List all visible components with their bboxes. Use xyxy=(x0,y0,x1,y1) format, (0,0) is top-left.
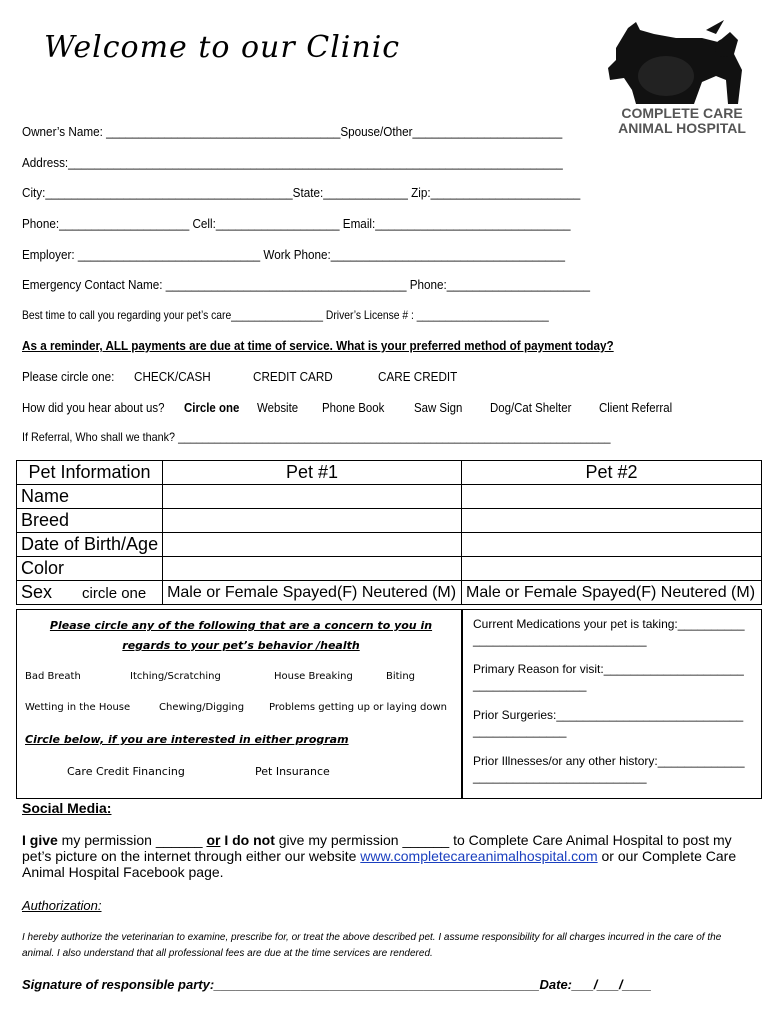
table-row xyxy=(17,485,762,509)
emergency-contact-field[interactable]: Emergency Contact Name: _____________________________________ Phone:______________________ xyxy=(22,277,590,292)
hear-circle-one: Circle one xyxy=(184,400,240,415)
payment-option-check-cash[interactable]: CHECK/CASH xyxy=(134,369,211,384)
employer-field[interactable]: Employer: ____________________________ Work Phone:____________________________________ xyxy=(22,247,566,262)
row-label-dob: Date of Birth/Age xyxy=(17,533,163,557)
hear-option-client-referral[interactable]: Client Referral xyxy=(599,400,673,415)
address-field[interactable]: Address:____________________________________________________________________________ xyxy=(22,155,563,170)
permission-part3: give my permission ______ to Complete Care Animal Hospital to post my pet’s picture on the internet through either our website xyxy=(22,832,732,864)
owner-name-field[interactable]: Owner’s Name: ____________________________________Spouse/Other_______________________ xyxy=(22,124,563,139)
pet1-dob-cell[interactable] xyxy=(163,533,462,557)
row-label-breed: Breed xyxy=(17,509,163,533)
hear-option-phone-book[interactable]: Phone Book xyxy=(322,400,385,415)
payment-option-care-credit[interactable]: CARE CREDIT xyxy=(378,369,458,384)
concern-biting[interactable]: Biting xyxy=(386,671,416,682)
pet2-dob-cell[interactable] xyxy=(462,533,762,557)
pet2-name-cell[interactable] xyxy=(462,485,762,509)
payment-prompt: Please circle one: xyxy=(22,369,115,384)
sex-label: Sex xyxy=(21,582,53,602)
pet1-sex-options[interactable]: Male or Female Spayed(F) Neutered (M) xyxy=(163,581,462,605)
or-label: or xyxy=(206,832,221,848)
i-give-label: I give xyxy=(22,832,58,848)
table-row xyxy=(17,509,762,533)
logo-line2: ANIMAL HOSPITAL xyxy=(618,120,746,136)
pet2-sex-options[interactable]: Male or Female Spayed(F) Neutered (M) xyxy=(462,581,762,605)
prior-illnesses-field[interactable]: Prior Illnesses/or any other history:_______________________________________ xyxy=(473,754,745,784)
pet-information-table xyxy=(16,460,762,605)
permission-part1: my permission ______ xyxy=(57,832,207,848)
city-state-zip-field[interactable]: City:______________________________________State:_____________ Zip:_______________________ xyxy=(22,185,581,200)
concern-wetting[interactable]: Wetting in the House xyxy=(25,702,131,713)
concerns-box xyxy=(16,609,462,799)
pet2-header: Pet #2 xyxy=(462,461,762,485)
hear-option-website[interactable]: Website xyxy=(257,400,299,415)
pet-info-header: Pet Information xyxy=(17,461,163,485)
authorization-text: I hereby authorize the veterinarian to examine, prescribe for, or treat the above described pet. I assume responsibility for all charges incurred in the care of the animal. I also understand that all professional fees are due at the time services are rendered. xyxy=(22,932,722,959)
social-media-heading: Social Media: xyxy=(22,800,112,816)
animals-silhouette-icon xyxy=(606,20,756,108)
payment-reminder: As a reminder, ALL payments are due at time of service. What is your preferred method of payment today? xyxy=(22,338,614,353)
hospital-logo xyxy=(606,20,756,140)
prior-surgeries-field[interactable]: Prior Surgeries:__________________________________________ xyxy=(473,708,744,738)
referral-field[interactable]: If Referral, Who shall we thank? ________________________________________________________________________ xyxy=(22,430,611,444)
concern-house-breaking[interactable]: House Breaking xyxy=(274,671,353,682)
current-medications-field[interactable]: Current Medications your pet is taking:____________________________________ xyxy=(473,617,745,647)
signature-date-field[interactable]: Signature of responsible party:_____________________________________________Date:___/___/____ xyxy=(22,977,652,992)
sex-circle-one: circle one xyxy=(82,585,147,602)
phone-cell-email-field[interactable]: Phone:____________________ Cell:___________________ Email:______________________________ xyxy=(22,216,571,231)
page-title: Welcome to our Clinic xyxy=(44,30,401,65)
concern-itching[interactable]: Itching/Scratching xyxy=(130,671,221,682)
pet1-breed-cell[interactable] xyxy=(163,509,462,533)
row-label-name: Name xyxy=(17,485,163,509)
i-do-not-label: I do not xyxy=(224,832,275,848)
best-time-license-field[interactable]: Best time to call you regarding your pet’s care________________ Driver’s License # : _______________________ xyxy=(22,308,549,322)
hear-option-saw-sign[interactable]: Saw Sign xyxy=(414,400,463,415)
authorization-heading: Authorization: xyxy=(22,898,102,913)
program-heading: Circle below, if you are interested in either program xyxy=(25,733,349,746)
medical-box xyxy=(462,609,762,799)
concern-bad-breath[interactable]: Bad Breath xyxy=(25,671,81,682)
table-header-row xyxy=(17,461,762,485)
permission-part4: or our Complete Care Animal Hospital Facebook page. xyxy=(22,848,737,880)
table-row xyxy=(17,581,762,605)
row-label-sex xyxy=(17,581,163,605)
pet1-name-cell[interactable] xyxy=(163,485,462,509)
hear-option-shelter[interactable]: Dog/Cat Shelter xyxy=(490,400,572,415)
website-link[interactable]: www.completecareanimalhospital.com xyxy=(360,848,598,864)
pet1-color-cell[interactable] xyxy=(163,557,462,581)
logo-line1: COMPLETE CARE xyxy=(621,105,743,121)
primary-reason-field[interactable]: Primary Reason for visit:______________________________________ xyxy=(473,662,744,692)
concern-problems-getting-up[interactable]: Problems getting up or laying down xyxy=(269,702,447,713)
table-row xyxy=(17,557,762,581)
social-permission-text xyxy=(22,832,752,880)
concerns-heading: Please circle any of the following that are a concern to you in regards to your pet’s behavior /health xyxy=(49,619,433,652)
pet2-color-cell[interactable] xyxy=(462,557,762,581)
pet2-breed-cell[interactable] xyxy=(462,509,762,533)
hear-about-prompt: How did you hear about us? xyxy=(22,400,165,415)
concern-chewing[interactable]: Chewing/Digging xyxy=(159,702,245,713)
pet1-header: Pet #1 xyxy=(163,461,462,485)
row-label-color: Color xyxy=(17,557,163,581)
table-row xyxy=(17,533,762,557)
program-care-credit[interactable]: Care Credit Financing xyxy=(67,765,185,778)
program-pet-insurance[interactable]: Pet Insurance xyxy=(255,765,330,778)
payment-option-credit-card[interactable]: CREDIT CARD xyxy=(253,369,333,384)
